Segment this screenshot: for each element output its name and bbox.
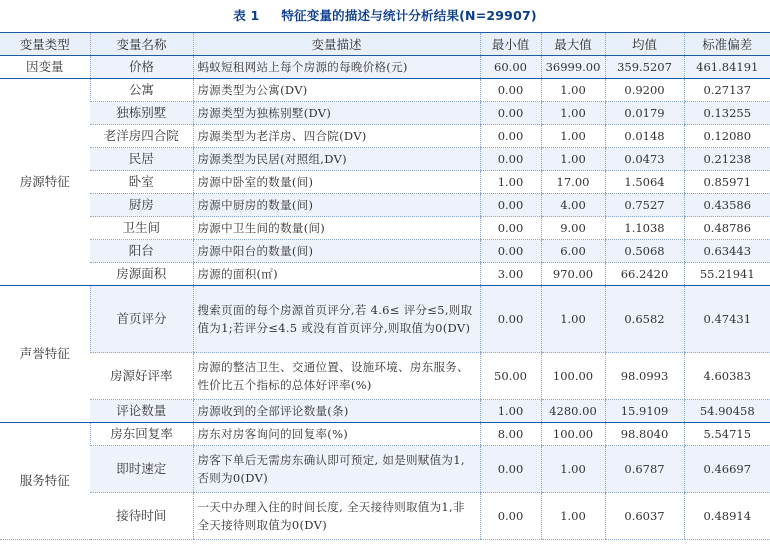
var-max: 1.00 xyxy=(541,102,605,125)
group-label: 服务特征 xyxy=(0,423,90,540)
var-mean: 0.7527 xyxy=(605,194,684,217)
var-desc: 房源收到的全部评论数量(条) xyxy=(193,400,480,423)
var-sd: 5.54715 xyxy=(684,423,770,446)
var-name: 老洋房四合院 xyxy=(90,125,193,148)
table-row xyxy=(0,217,770,240)
var-mean: 0.9200 xyxy=(605,79,684,102)
var-sd: 4.60383 xyxy=(684,353,770,400)
var-max: 1.00 xyxy=(541,79,605,102)
var-mean: 66.2420 xyxy=(605,263,684,286)
var-max: 1.00 xyxy=(541,493,605,540)
var-sd: 0.47431 xyxy=(684,286,770,353)
var-name: 独栋别墅 xyxy=(90,102,193,125)
table-row xyxy=(0,493,770,540)
var-sd: 0.12080 xyxy=(684,125,770,148)
group-label: 声誉特征 xyxy=(0,286,90,423)
var-mean: 0.0179 xyxy=(605,102,684,125)
var-desc: 搜索页面的每个房源首页评分,若 4.6≤ 评分≤5,则取值为1;若评分≤4.5 或没有首页评分,则取值为0(DV) xyxy=(193,286,480,353)
var-max: 6.00 xyxy=(541,240,605,263)
var-sd: 0.21238 xyxy=(684,148,770,171)
var-name: 卫生间 xyxy=(90,217,193,240)
var-min: 0.00 xyxy=(480,148,541,171)
table-row xyxy=(0,353,770,400)
var-name: 接待时间 xyxy=(90,493,193,540)
var-name: 房源面积 xyxy=(90,263,193,286)
var-name: 公寓 xyxy=(90,79,193,102)
var-sd: 55.21941 xyxy=(684,263,770,286)
var-min: 0.00 xyxy=(480,217,541,240)
var-min: 1.00 xyxy=(480,171,541,194)
statistics-table xyxy=(0,32,770,540)
table-row xyxy=(0,171,770,194)
var-sd: 0.63443 xyxy=(684,240,770,263)
header-var-type: 变量类型 xyxy=(0,33,90,56)
var-max: 970.00 xyxy=(541,263,605,286)
group-label: 房源特征 xyxy=(0,79,90,286)
var-sd: 0.27137 xyxy=(684,79,770,102)
var-name: 卧室 xyxy=(90,171,193,194)
var-name: 民居 xyxy=(90,148,193,171)
var-name: 首页评分 xyxy=(90,286,193,353)
table-row xyxy=(0,240,770,263)
var-mean: 0.0473 xyxy=(605,148,684,171)
var-mean: 1.5064 xyxy=(605,171,684,194)
var-mean: 0.6582 xyxy=(605,286,684,353)
var-mean: 0.6037 xyxy=(605,493,684,540)
var-mean: 0.0148 xyxy=(605,125,684,148)
table-row xyxy=(0,194,770,217)
var-sd: 0.46697 xyxy=(684,446,770,493)
var-max: 1.00 xyxy=(541,148,605,171)
var-min: 0.00 xyxy=(480,125,541,148)
var-sd: 0.48786 xyxy=(684,217,770,240)
var-desc: 蚂蚁短租网站上每个房源的每晚价格(元) xyxy=(193,56,480,79)
header-mean: 均值 xyxy=(605,33,684,56)
header-max: 最大值 xyxy=(541,33,605,56)
var-min: 1.00 xyxy=(480,400,541,423)
table-row xyxy=(0,286,770,353)
var-name: 即时速定 xyxy=(90,446,193,493)
var-min: 0.00 xyxy=(480,493,541,540)
var-min: 0.00 xyxy=(480,240,541,263)
header-var-name: 变量名称 xyxy=(90,33,193,56)
var-desc: 房客下单后无需房东确认即可预定, 如是则赋值为1,否则为0(DV) xyxy=(193,446,480,493)
var-max: 100.00 xyxy=(541,423,605,446)
var-desc: 房源中厨房的数量(间) xyxy=(193,194,480,217)
header-row xyxy=(0,33,770,56)
var-max: 100.00 xyxy=(541,353,605,400)
var-max: 1.00 xyxy=(541,125,605,148)
var-min: 8.00 xyxy=(480,423,541,446)
var-max: 4280.00 xyxy=(541,400,605,423)
var-name: 房源好评率 xyxy=(90,353,193,400)
var-desc: 房源类型为独栋别墅(DV) xyxy=(193,102,480,125)
table-row xyxy=(0,400,770,423)
var-desc: 房东对房客询问的回复率(%) xyxy=(193,423,480,446)
var-min: 60.00 xyxy=(480,56,541,79)
var-sd: 461.84191 xyxy=(684,56,770,79)
table-row xyxy=(0,446,770,493)
var-max: 9.00 xyxy=(541,217,605,240)
table-row xyxy=(0,102,770,125)
var-max: 17.00 xyxy=(541,171,605,194)
var-min: 0.00 xyxy=(480,446,541,493)
var-sd: 54.90458 xyxy=(684,400,770,423)
var-desc: 房源类型为公寓(DV) xyxy=(193,79,480,102)
var-sd: 0.85971 xyxy=(684,171,770,194)
var-max: 4.00 xyxy=(541,194,605,217)
var-min: 0.00 xyxy=(480,286,541,353)
var-min: 0.00 xyxy=(480,79,541,102)
header-sd: 标准偏差 xyxy=(684,33,770,56)
var-mean: 0.6787 xyxy=(605,446,684,493)
var-desc: 房源中卫生间的数量(间) xyxy=(193,217,480,240)
table-caption xyxy=(0,6,770,24)
table-number: 表 1 xyxy=(233,8,260,23)
table-row xyxy=(0,125,770,148)
var-desc: 一天中办理入住的时间长度, 全天接待则取值为1,非全天接待则取值为0(DV) xyxy=(193,493,480,540)
var-name: 房东回复率 xyxy=(90,423,193,446)
table-row xyxy=(0,263,770,286)
header-min: 最小值 xyxy=(480,33,541,56)
var-max: 1.00 xyxy=(541,446,605,493)
var-desc: 房源的整洁卫生、交通位置、设施环境、房东服务、性价比五个指标的总体好评率(%) xyxy=(193,353,480,400)
var-desc: 房源的面积(㎡) xyxy=(193,263,480,286)
table-row xyxy=(0,423,770,446)
var-sd: 0.43586 xyxy=(684,194,770,217)
var-mean: 15.9109 xyxy=(605,400,684,423)
var-desc: 房源类型为民居(对照组,DV) xyxy=(193,148,480,171)
var-name: 阳台 xyxy=(90,240,193,263)
table-row xyxy=(0,79,770,102)
var-name: 评论数量 xyxy=(90,400,193,423)
var-min: 0.00 xyxy=(480,102,541,125)
var-max: 36999.00 xyxy=(541,56,605,79)
var-mean: 359.5207 xyxy=(605,56,684,79)
var-desc: 房源中卧室的数量(间) xyxy=(193,171,480,194)
var-mean: 0.5068 xyxy=(605,240,684,263)
var-name: 价格 xyxy=(90,56,193,79)
table-row xyxy=(0,56,770,79)
var-mean: 98.8040 xyxy=(605,423,684,446)
table-title: 特征变量的描述与统计分析结果(N=29907) xyxy=(281,8,537,23)
header-var-desc: 变量描述 xyxy=(193,33,480,56)
table-row xyxy=(0,148,770,171)
var-min: 0.00 xyxy=(480,194,541,217)
var-sd: 0.13255 xyxy=(684,102,770,125)
var-mean: 98.0993 xyxy=(605,353,684,400)
var-desc: 房源中阳台的数量(间) xyxy=(193,240,480,263)
var-desc: 房源类型为老洋房、四合院(DV) xyxy=(193,125,480,148)
var-max: 1.00 xyxy=(541,286,605,353)
var-mean: 1.1038 xyxy=(605,217,684,240)
var-min: 3.00 xyxy=(480,263,541,286)
var-name: 厨房 xyxy=(90,194,193,217)
group-label: 因变量 xyxy=(0,56,90,79)
var-min: 50.00 xyxy=(480,353,541,400)
var-sd: 0.48914 xyxy=(684,493,770,540)
